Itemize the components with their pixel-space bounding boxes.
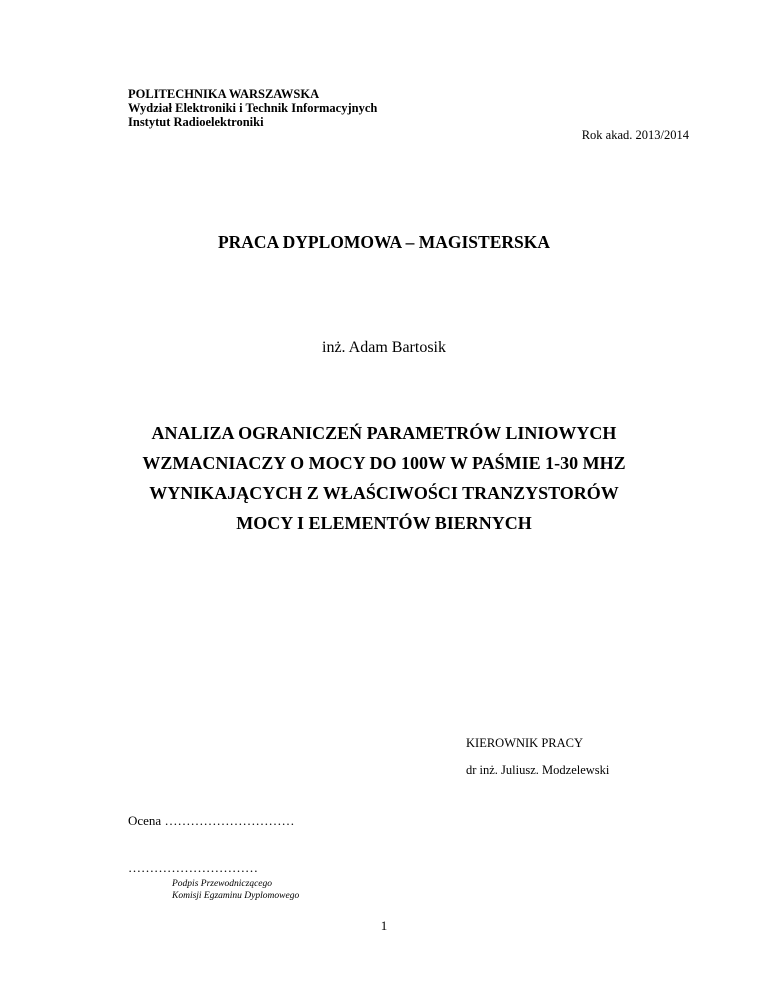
university-name: POLITECHNIKA WARSZAWSKA (128, 87, 320, 101)
institute-name: Instytut Radioelektroniki (128, 115, 264, 129)
academic-year: Rok akad. 2013/2014 (581, 128, 689, 142)
thesis-title-line: ANALIZA OGRANICZEŃ PARAMETRÓW LINIOWYCH (151, 423, 617, 443)
thesis-title-line: WZMACNIACZY O MOCY DO 100W W PAŚMIE 1-30 MHZ (142, 453, 626, 473)
thesis-title (0, 418, 768, 538)
thesis-title-line: MOCY I ELEMENTÓW BIERNYCH (236, 513, 532, 533)
author-name: inż. Adam Bartosik (322, 339, 446, 356)
signature-caption-line: Komisji Egzaminu Dyplomowego (172, 891, 300, 901)
thesis-title-line: WYNIKAJĄCYCH Z WŁAŚCIWOŚCI TRANZYSTORÓW (149, 483, 619, 503)
signature-caption-line: Podpis Przewodniczącego (172, 879, 273, 889)
supervisor-block (466, 730, 609, 784)
supervisor-name: dr inż. Juliusz. Modzelewski (466, 763, 610, 777)
signature-line: ………………………… (128, 860, 258, 875)
institution-block (128, 87, 377, 129)
signature-caption (172, 878, 299, 902)
page-number: 1 (380, 918, 388, 933)
supervisor-label: KIEROWNIK PRACY (466, 736, 584, 750)
thesis-type-heading: PRACA DYPLOMOWA – MAGISTERSKA (217, 232, 551, 252)
grade-line: Ocena ………………………… (128, 813, 295, 828)
faculty-name: Wydział Elektroniki i Technik Informacyjnych (128, 101, 378, 115)
